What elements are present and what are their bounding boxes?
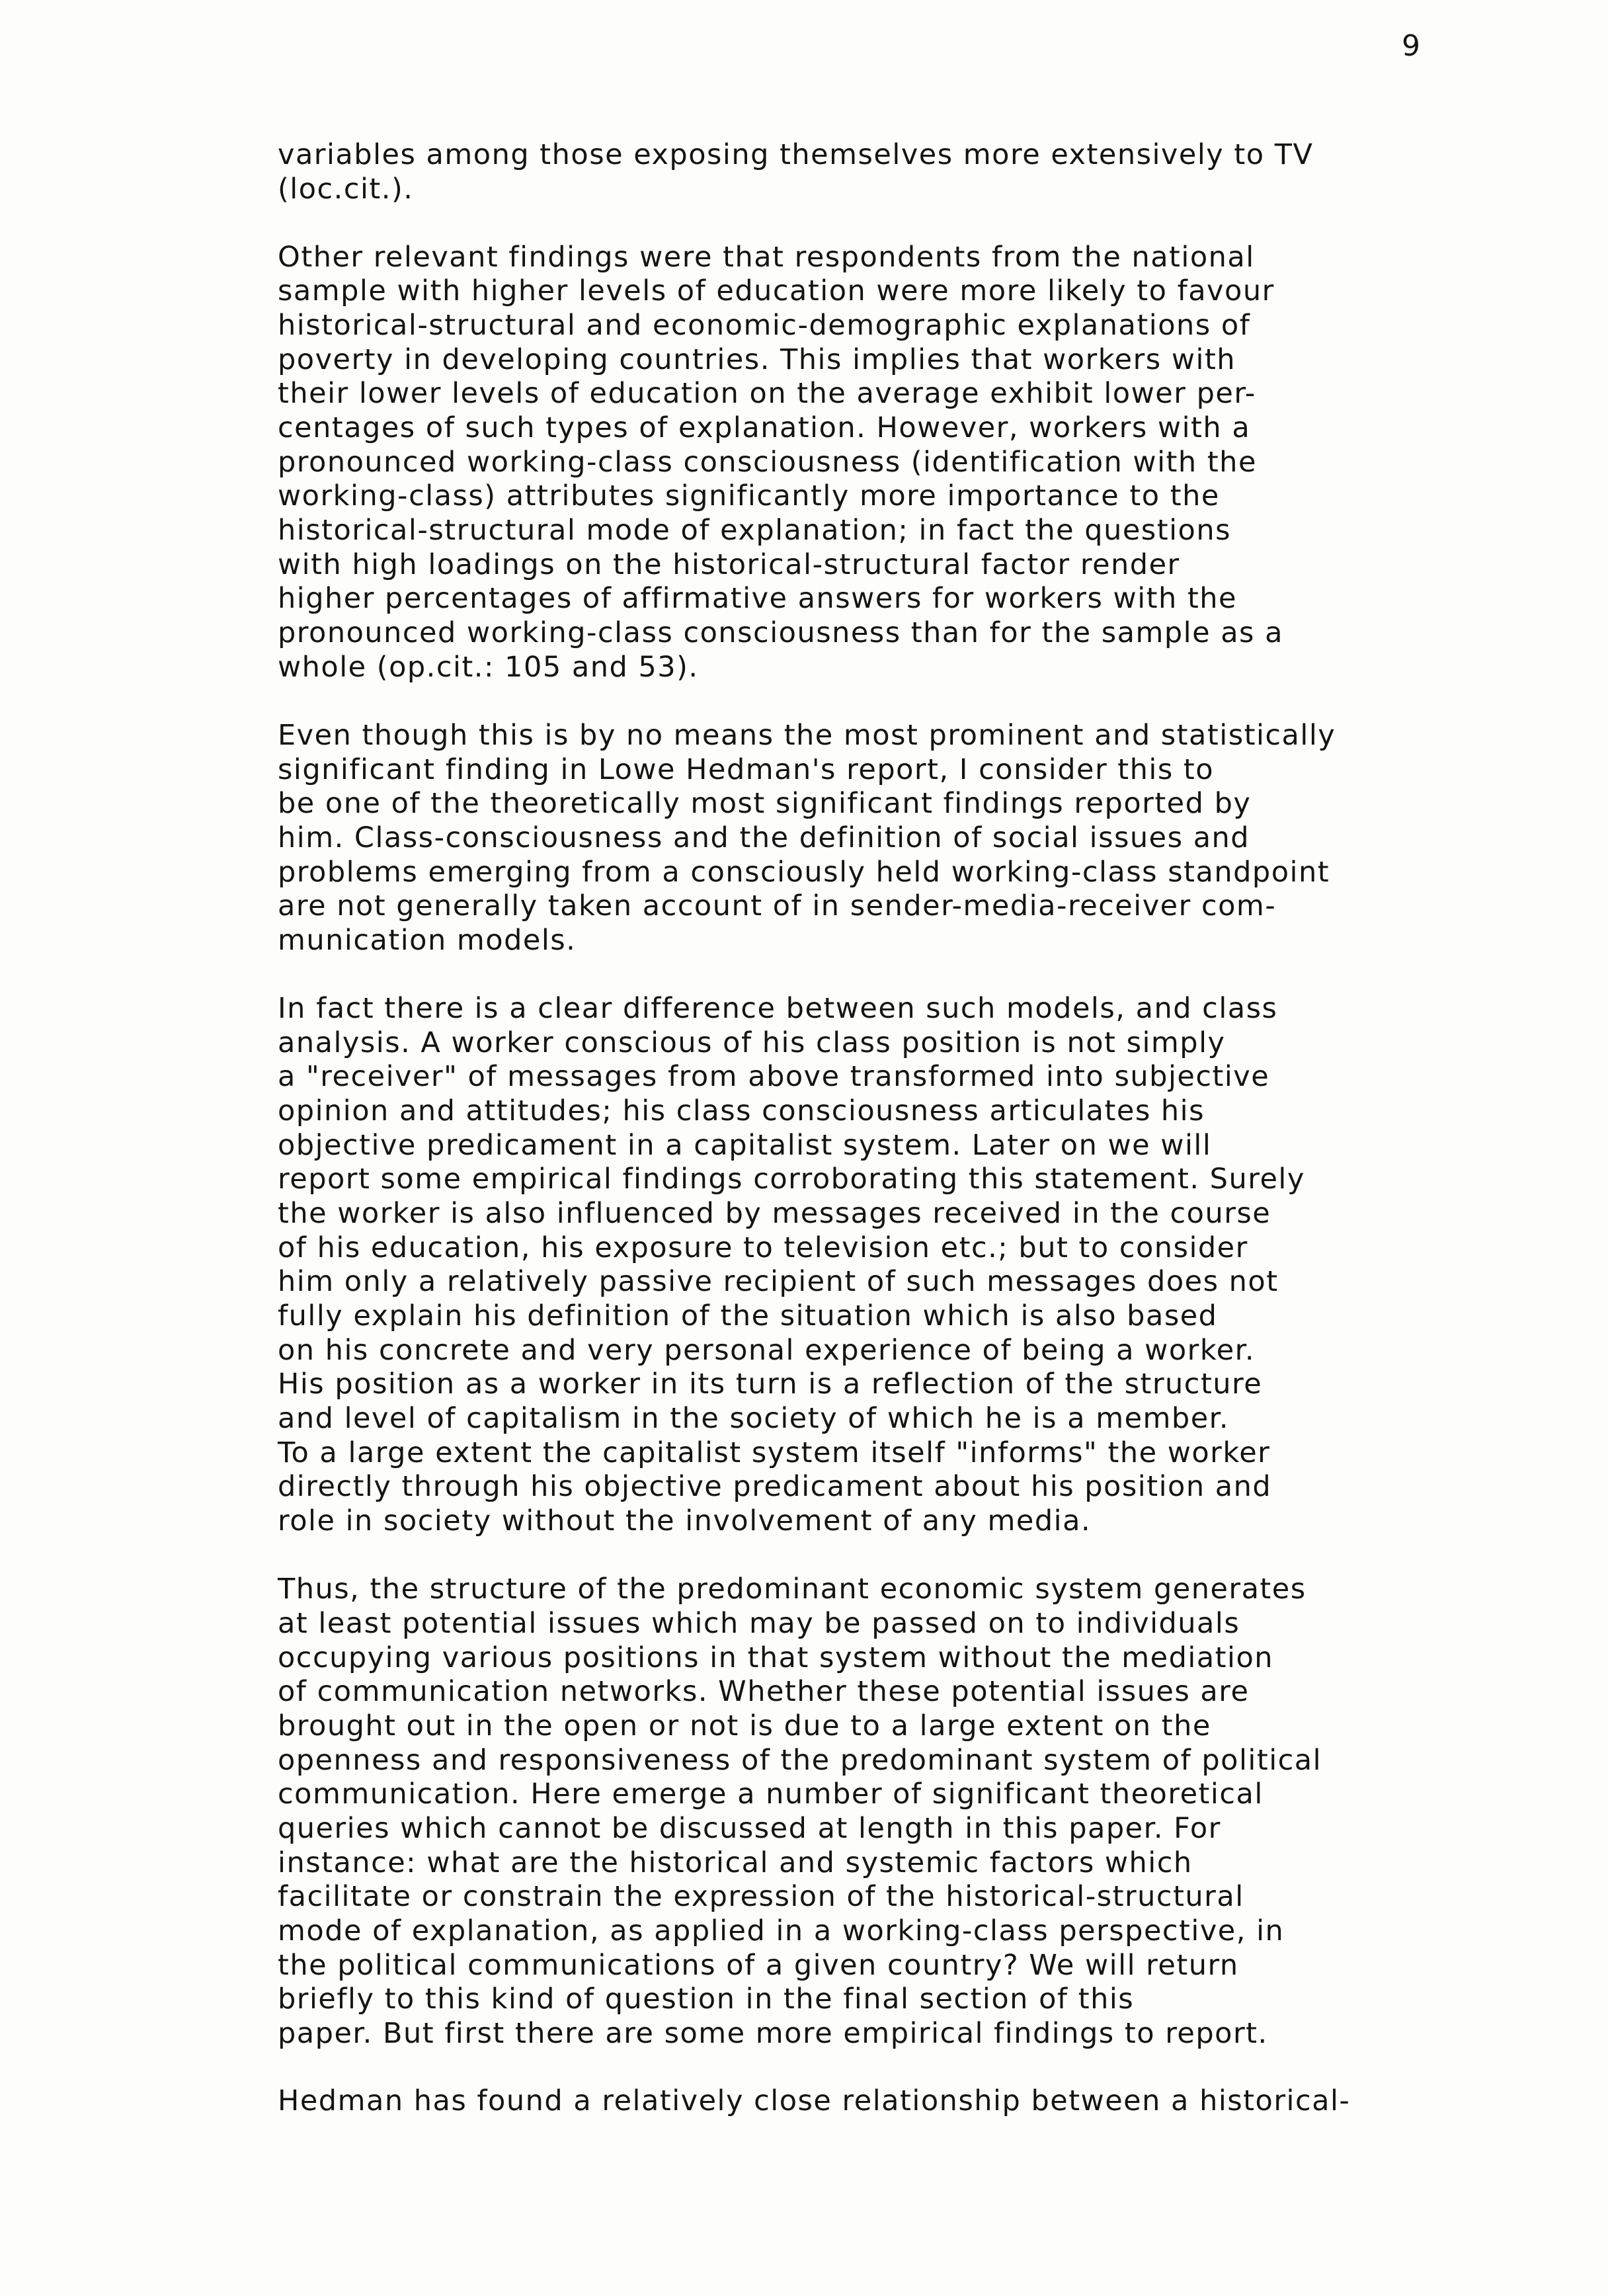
- text-line: paper. But first there are some more empirical findings to report.: [278, 2017, 1268, 2050]
- text-line: opinion and attitudes; his class consciousness articulates his: [278, 1094, 1205, 1128]
- text-line: brought out in the open or not is due to a large extent on the: [278, 1709, 1211, 1742]
- text-line: on his concrete and very personal experience of being a worker.: [278, 1334, 1256, 1367]
- text-line: historical-structural and economic-demographic explanations of: [278, 309, 1251, 342]
- text-line: variables among those exposing themselves more extensively to TV: [278, 138, 1314, 171]
- text-line: and level of capitalism in the society of which he is a member.: [278, 1402, 1230, 1435]
- text-line: Thus, the structure of the predominant economic system generates: [278, 1573, 1306, 1606]
- text-line: working-class) attributes significantly more importance to the: [278, 479, 1220, 512]
- text-line: poverty in developing countries. This implies that workers with: [278, 343, 1236, 376]
- text-line: whole (op.cit.: 105 and 53).: [278, 651, 699, 684]
- text-line: be one of the theoretically most significant findings reported by: [278, 787, 1252, 820]
- text-line: occupying various positions in that system without the mediation: [278, 1641, 1274, 1674]
- text-line: him only a relatively passive recipient of such messages does not: [278, 1265, 1279, 1298]
- text-line: of his education, his exposure to television etc.; but to consider: [278, 1231, 1248, 1264]
- text-line: (loc.cit.).: [278, 173, 414, 206]
- text-line: instance: what are the historical and systemic factors which: [278, 1846, 1193, 1879]
- text-line: historical-structural mode of explanation; in fact the questions: [278, 514, 1231, 547]
- text-line: openness and responsiveness of the predominant system of political: [278, 1744, 1322, 1777]
- text-line: briefly to this kind of question in the final section of this: [278, 1983, 1135, 2016]
- text-line: mode of explanation, as applied in a working-class perspective, in: [278, 1914, 1285, 1948]
- text-line: report some empirical findings corroborating this statement. Surely: [278, 1163, 1305, 1196]
- text-line: communication. Here emerge a number of significant theoretical: [278, 1778, 1264, 1811]
- text-line: munication models.: [278, 924, 577, 957]
- text-line: higher percentages of affirmative answers for workers with the: [278, 582, 1238, 615]
- text-line: their lower levels of education on the average exhibit lower per-: [278, 377, 1256, 410]
- text-line: at least potential issues which may be passed on to individuals: [278, 1607, 1240, 1640]
- text-line: with high loadings on the historical-structural factor render: [278, 548, 1180, 581]
- text-line: a "receiver" of messages from above transformed into subjective: [278, 1060, 1270, 1093]
- text-line: His position as a worker in its turn is a reflection of the structure: [278, 1368, 1263, 1401]
- text-line: directly through his objective predicament about his position and: [278, 1470, 1272, 1503]
- text-line: of communication networks. Whether these potential issues are: [278, 1675, 1250, 1708]
- text-line: the political communications of a given country? We will return: [278, 1949, 1239, 1982]
- text-line: significant finding in Lowe Hedman's report, I consider this to: [278, 753, 1215, 786]
- text-line: Even though this is by no means the most prominent and statistically: [278, 719, 1336, 752]
- text-line: fully explain his definition of the situation which is also based: [278, 1299, 1218, 1332]
- text-line: To a large extent the capitalist system itself "informs" the worker: [278, 1436, 1271, 1469]
- text-line: him. Class-consciousness and the definition of social issues and: [278, 821, 1250, 854]
- text-line: facilitate or constrain the expression of the historical-structural: [278, 1880, 1244, 1913]
- page-number: 9: [1402, 29, 1420, 63]
- text-line: objective predicament in a capitalist system. Later on we will: [278, 1129, 1212, 1162]
- text-line: In fact there is a clear difference between such models, and class: [278, 992, 1278, 1025]
- text-line: queries which cannot be discussed at length in this paper. For: [278, 1812, 1221, 1845]
- text-line: centages of such types of explanation. However, workers with a: [278, 411, 1251, 444]
- text-line: sample with higher levels of education were more likely to favour: [278, 274, 1275, 308]
- text-line: pronounced working-class consciousness (identification with the: [278, 446, 1257, 479]
- text-line: are not generally taken account of in sender-media-receiver com-: [278, 889, 1277, 922]
- text-line: problems emerging from a consciously held working-class standpoint: [278, 856, 1330, 889]
- text-line: role in society without the involvement of any media.: [278, 1504, 1092, 1538]
- text-line: Hedman has found a relatively close relationship between a historical-: [278, 2084, 1351, 2117]
- text-line: Other relevant findings were that respondents from the national: [278, 241, 1255, 274]
- text-line: pronounced working-class consciousness than for the sample as a: [278, 616, 1283, 649]
- text-line: the worker is also influenced by messages received in the course: [278, 1197, 1271, 1230]
- text-line: analysis. A worker conscious of his class position is not simply: [278, 1026, 1226, 1059]
